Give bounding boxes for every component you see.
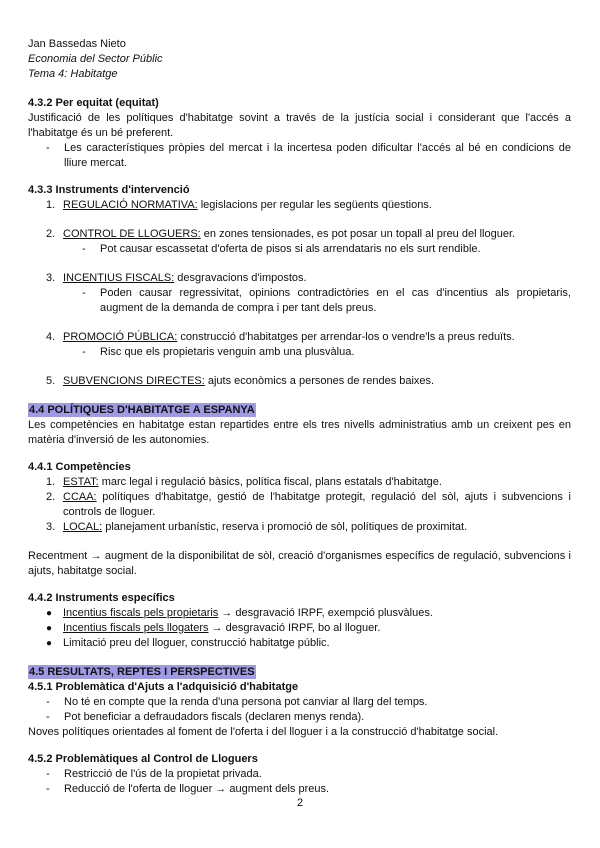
item-text: → desgravació IRPF, bo al lloguer. bbox=[208, 622, 381, 634]
section-4-3-3-title: 4.3.3 Instruments d'intervenció bbox=[28, 184, 190, 196]
numbered-item bbox=[28, 271, 571, 286]
item-body bbox=[63, 330, 571, 345]
item-text: → desgravació IRPF, exempció plusvàlues. bbox=[218, 607, 433, 619]
bullet-item bbox=[28, 636, 571, 651]
list-item bbox=[28, 710, 571, 725]
sub-item-text: Risc que els propietaris venguin amb una plusvàlua. bbox=[100, 346, 355, 358]
recent-trends-text: Recentment → augment de la disponibilitat de sòl, creació d'organismes específics de regulació, subvencions i ajuts, habitatge social. bbox=[28, 550, 571, 577]
item-number: 2. bbox=[46, 491, 56, 503]
section-4-5-1-text: Noves polítiques orientades al foment de l'oferta i del lloguer i a la construcció d'habitatge social. bbox=[28, 726, 499, 738]
dash-marker: - bbox=[46, 711, 50, 723]
dash-marker: - bbox=[82, 243, 86, 255]
dash-marker: - bbox=[46, 783, 50, 795]
numbered-item bbox=[28, 374, 571, 389]
item-text: Limitació preu del lloguer, construcció habitatge públic. bbox=[63, 637, 330, 649]
page-content bbox=[28, 37, 571, 797]
dash-marker: - bbox=[46, 768, 50, 780]
sub-list-item bbox=[28, 286, 571, 316]
item-body bbox=[63, 520, 571, 535]
item-text: polítiques d'habitatge, gestió de l'habitatge protegit, regulació del sòl, ajuts i subvencions i controls de lloguer. bbox=[63, 491, 571, 518]
bullet-item bbox=[28, 606, 571, 621]
list-item-text: Les característiques pròpies del mercat i la incertesa poden dificultar l'accés al bé en condicions de lliure mercat. bbox=[64, 142, 571, 169]
highlighted-heading: 4.4 POLÍTIQUES D'HABITATGE A ESPANYA bbox=[29, 404, 255, 416]
item-body bbox=[63, 271, 571, 286]
item-label: CONTROL DE LLOGUERS: bbox=[63, 228, 201, 240]
list-item-text: Pot beneficiar a defraudadors fiscals (declaren menys renda). bbox=[64, 711, 365, 723]
item-text: desgravacions d'impostos. bbox=[174, 272, 307, 284]
page-number: 2 bbox=[296, 797, 304, 809]
item-body bbox=[63, 621, 571, 636]
sub-list-item bbox=[28, 345, 571, 360]
numbered-item bbox=[28, 520, 571, 535]
sub-item-text: Poden causar regressivitat, opinions contradictòries en el cas d'incentius als propietaris, augment de la demanda de compra i per tant dels preus. bbox=[100, 287, 571, 314]
item-label: Incentius fiscals pels propietaris bbox=[63, 607, 219, 619]
item-body bbox=[63, 490, 571, 520]
section-4-5-title bbox=[28, 665, 571, 680]
list-item-text: Restricció de l'ús de la propietat privada. bbox=[64, 768, 262, 780]
section-4-5-1-title: 4.5.1 Problemàtica d'Ajuts a l'adquisició d'habitatge bbox=[28, 681, 299, 693]
item-number: 1. bbox=[46, 199, 56, 211]
item-text: planejament urbanístic, reserva i promoció de sòl, polítiques de proximitat. bbox=[102, 521, 468, 533]
sub-item-text: Pot causar escassetat d'oferta de pisos si als arrendataris no els surt rendible. bbox=[100, 243, 481, 255]
dash-marker: - bbox=[82, 287, 86, 299]
item-text: marc legal i regulació bàsics, política fiscal, plans estatals d'habitatge. bbox=[98, 476, 442, 488]
item-number: 1. bbox=[46, 476, 56, 488]
list-item bbox=[28, 141, 571, 171]
list-item bbox=[28, 782, 571, 797]
bullet-item bbox=[28, 621, 571, 636]
item-text: en zones tensionades, es pot posar un topall al preu del lloguer. bbox=[200, 228, 516, 240]
section-4-5-2-title: 4.5.2 Problemàtiques al Control de Lloguers bbox=[28, 753, 258, 765]
numbered-item bbox=[28, 475, 571, 490]
item-number: 4. bbox=[46, 331, 56, 343]
item-body bbox=[63, 198, 571, 213]
item-number: 3. bbox=[46, 272, 56, 284]
item-label: REGULACIÓ NORMATIVA: bbox=[63, 199, 198, 211]
list-item-text: Reducció de l'oferta de lloguer → augment dels preus. bbox=[64, 783, 330, 795]
highlighted-heading: 4.5 RESULTATS, REPTES I PERSPECTIVES bbox=[29, 666, 255, 678]
section-4-3-2-title: 4.3.2 Per equitat (equitat) bbox=[28, 97, 159, 109]
item-body bbox=[63, 475, 571, 490]
numbered-item bbox=[28, 227, 571, 242]
section-4-4-2-title: 4.4.2 Instruments específics bbox=[28, 592, 175, 604]
section-4-4-title bbox=[28, 403, 571, 418]
sub-list-item bbox=[28, 242, 571, 257]
item-body bbox=[63, 374, 571, 389]
item-label: PROMOCIÓ PÚBLICA: bbox=[63, 331, 178, 343]
item-label: INCENTIUS FISCALS: bbox=[63, 272, 175, 284]
section-4-3-2-text: Justificació de les polítiques d'habitatge sovint a través de la justícia social i considerant que l'accés a l'habitatge és un bé preferent. bbox=[28, 112, 571, 139]
dash-marker: - bbox=[46, 142, 50, 154]
section-4-4-text: Les competències en habitatge estan repartides entre els tres nivells administratius amb un creixent pes en matèria d'inversió de les autonomies. bbox=[28, 419, 571, 446]
numbered-item bbox=[28, 330, 571, 345]
item-label: Incentius fiscals pels llogaters bbox=[63, 622, 209, 634]
item-label: CCAA: bbox=[63, 491, 97, 503]
list-item bbox=[28, 695, 571, 710]
dash-marker: - bbox=[82, 346, 86, 358]
item-number: 2. bbox=[46, 228, 56, 240]
item-label: ESTAT: bbox=[63, 476, 99, 488]
author-name: Jan Bassedas Nieto bbox=[28, 38, 126, 50]
numbered-item bbox=[28, 490, 571, 520]
document-header bbox=[28, 37, 571, 82]
course-name: Economia del Sector Públic bbox=[28, 53, 163, 65]
item-body bbox=[63, 606, 571, 621]
list-item-text: No té en compte que la renda d'una persona pot canviar al llarg del temps. bbox=[64, 696, 428, 708]
item-body bbox=[63, 227, 571, 242]
numbered-item bbox=[28, 198, 571, 213]
topic-name: Tema 4: Habitatge bbox=[28, 68, 118, 80]
item-number: 3. bbox=[46, 521, 56, 533]
bullet-marker: ● bbox=[46, 638, 53, 649]
item-number: 5. bbox=[46, 375, 56, 387]
item-text: construcció d'habitatges per arrendar-los o vendre'ls a preus reduïts. bbox=[177, 331, 515, 343]
item-text: ajuts econòmics a persones de rendes baixes. bbox=[204, 375, 435, 387]
item-label: LOCAL: bbox=[63, 521, 103, 533]
bullet-marker: ● bbox=[46, 623, 53, 634]
bullet-marker: ● bbox=[46, 608, 53, 619]
item-label: SUBVENCIONS DIRECTES: bbox=[63, 375, 205, 387]
item-text: legislacions per regular les següents qüestions. bbox=[197, 199, 432, 211]
dash-marker: - bbox=[46, 696, 50, 708]
list-item bbox=[28, 767, 571, 782]
section-4-4-1-title: 4.4.1 Competències bbox=[28, 461, 131, 473]
